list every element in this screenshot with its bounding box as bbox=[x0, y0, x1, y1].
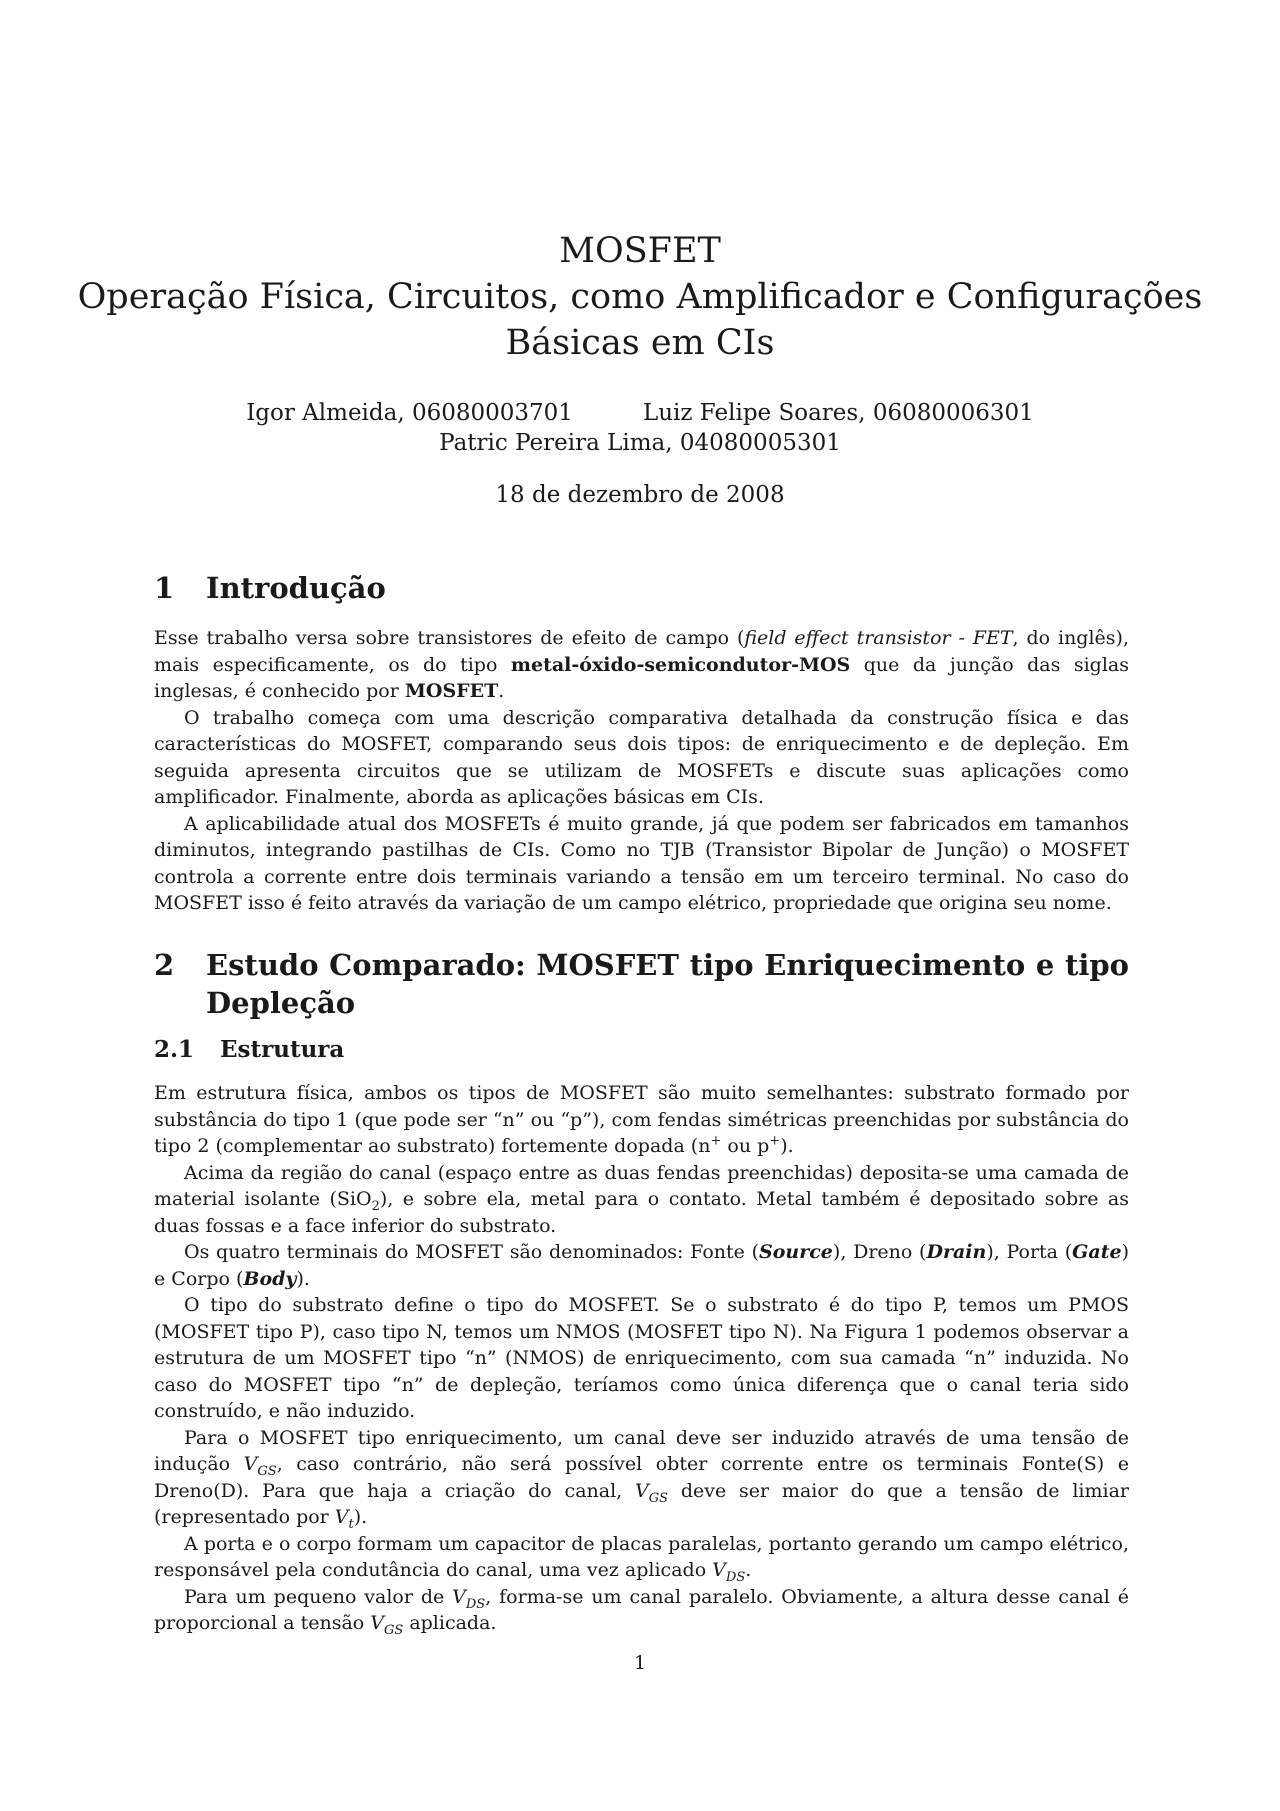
paragraph: Esse trabalho versa sobre transistores de efeito de campo (field effect transistor - FET, do inglês), mais especificamente, os do tipo metal-óxido-semicondutor-MOS que da junção das siglas inglesas, é conhecido por MOSFET. bbox=[154, 627, 1129, 702]
section-2-heading bbox=[154, 946, 1129, 1022]
paragraph: Em estrutura física, ambos os tipos de MOSFET são muito semelhantes: substrato formado por substância do tipo 1 (que pode ser “n” ou “p”), com fendas simétricas preenchidas por substância do tipo 2 (complementar ao substrato) fortemente dopada (n+ ou p+). bbox=[154, 1082, 1129, 1157]
title-block bbox=[0, 228, 1280, 366]
title-line-1: MOSFET bbox=[559, 231, 721, 271]
paragraph: O tipo do substrato define o tipo do MOSFET. Se o substrato é do tipo P, temos um PMOS (MOSFET tipo P), caso tipo N, temos um NMOS (MOSFET tipo N). Na Figura 1 podemos observar a estrutura de um MOSFET tipo “n” (NMOS) de enriquecimento, com sua camada “n” induzida. No caso do MOSFET tipo “n” de depleção, teríamos como única diferença que o canal teria sido construído, e não induzido. bbox=[154, 1294, 1129, 1422]
authors bbox=[0, 398, 1280, 458]
subsection-heading bbox=[154, 1037, 1129, 1064]
subsection-2-1 bbox=[154, 1037, 1129, 1064]
paragraph: A porta e o corpo formam um capacitor de placas paralelas, portanto gerando um campo elétrico, responsável pela condutância do canal, uma vez aplicado $V_{DS}$. bbox=[154, 1532, 1129, 1585]
paragraph: Acima da região do canal (espaço entre as duas fendas preenchidas) deposita-se uma camada de material isolante (SiO$_2$), e sobre ela, metal para o contato. Metal também é depositado sobre as duas fossas e a face inferior do substrato. bbox=[154, 1161, 1129, 1237]
author-3: Patric Pereira Lima, 04080005301 bbox=[439, 430, 841, 456]
section-2 bbox=[154, 946, 1129, 1022]
paragraph: A aplicabilidade atual dos MOSFETs é muito grande, já que podem ser fabricados em tamanhos diminutos, integrando pastilhas de CIs. Como no TJB (Transistor Bipolar de Junção) o MOSFET controla a corrente entre dois terminais variando a tensão em um terceiro terminal. No caso do MOSFET isso é feito através da variação de um campo elétrico, propriedade que origina seu nome. bbox=[154, 812, 1129, 914]
author-1: Igor Almeida, 06080003701 bbox=[246, 400, 573, 426]
section-number: 1 bbox=[154, 571, 175, 605]
section-1-heading bbox=[154, 569, 1129, 607]
section-title: Introdução bbox=[206, 571, 386, 605]
subsection-title: Estrutura bbox=[220, 1036, 345, 1063]
date: 18 de dezembro de 2008 bbox=[495, 482, 785, 508]
subsection-number: 2.1 bbox=[154, 1036, 195, 1063]
paragraph: Para um pequeno valor de $V_{DS}$, forma-se um canal paralelo. Obviamente, a altura desse canal é proporcional a tensão $V_{GS}$ aplicada. bbox=[154, 1585, 1129, 1638]
section-number: 2 bbox=[154, 948, 175, 982]
author-row-1 bbox=[0, 398, 1280, 428]
paragraph: O trabalho começa com uma descrição comparativa detalhada da construção física e das características do MOSFET, comparando seus dois tipos: de enriquecimento e de depleção. Em seguida apresenta circuitos que se utilizam de MOSFETs e discute suas aplicações como amplificador. Finalmente, aborda as aplicações básicas em CIs. bbox=[154, 706, 1129, 808]
author-row-2 bbox=[0, 428, 1280, 458]
page-number: 1 bbox=[633, 1652, 647, 1674]
section-title: Estudo Comparado: MOSFET tipo Enriquecimento e tipo Depleção bbox=[206, 948, 1129, 1020]
title-line-2: Operação Física, Circuitos, como Amplificador e Configurações bbox=[77, 277, 1203, 317]
title-line-3: Básicas em CIs bbox=[505, 323, 775, 363]
section-1-body bbox=[154, 625, 1129, 917]
subsection-2-1-body bbox=[154, 1080, 1129, 1637]
author-2: Luiz Felipe Soares, 06080006301 bbox=[642, 400, 1034, 426]
paragraph: Os quatro terminais do MOSFET são denominados: Fonte (Source), Dreno (Drain), Porta (Gate) e Corpo (Body). bbox=[154, 1241, 1129, 1290]
section-1 bbox=[154, 569, 1129, 607]
paragraph: Para o MOSFET tipo enriquecimento, um canal deve ser induzido através de uma tensão de indução $V_{GS}$, caso contrário, não será possível obter corrente entre os terminais Fonte(S) e Dreno(D). Para que haja a criação do canal, $V_{GS}$ deve ser maior do que a tensão de limiar (representado por $V_t$). bbox=[154, 1426, 1129, 1532]
